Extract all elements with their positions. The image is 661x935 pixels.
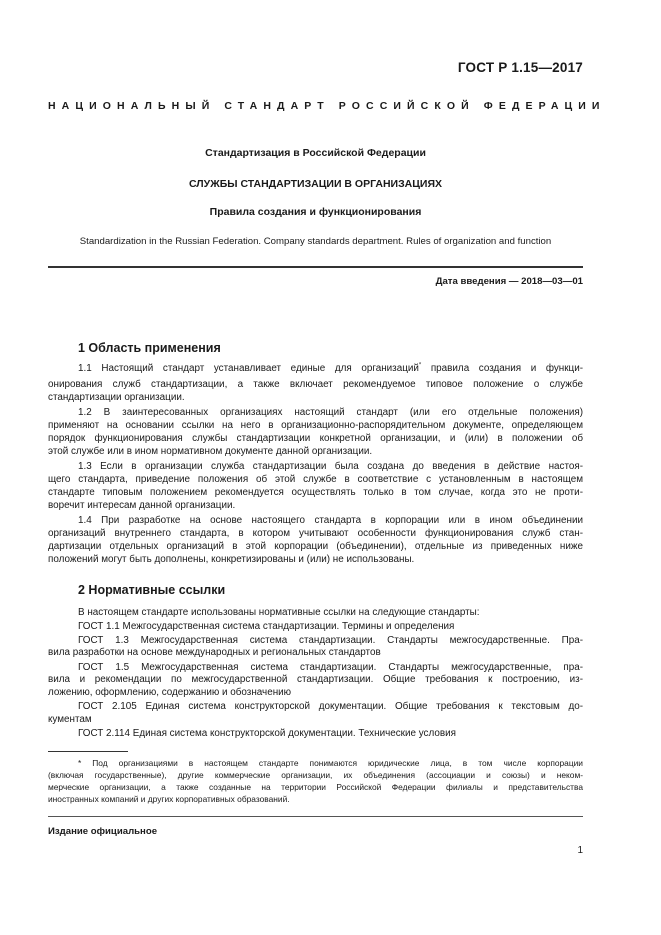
paragraph-line: дартизации отдельных организаций в этой корпорации (объединении), отдельные из приведенных ниже bbox=[48, 541, 583, 552]
english-title: Standardization in the Russian Federation. Company standards department. Rules of organization and function bbox=[79, 236, 552, 247]
paragraph-line: онирования служб стандартизации, а также включает рекомендуемое типовое положение о службе bbox=[48, 379, 583, 390]
reference-line: вила разработки на основе международных и региональных стандартов bbox=[48, 647, 381, 658]
introduction-date: Дата введения — 2018—03—01 bbox=[435, 276, 583, 287]
paragraph-line: применяют на основании ссылки на него в организационно-распорядительном документе, определяющем bbox=[48, 420, 583, 431]
paragraph-line: щего стандарта, приведение положения об этой службе в соответствие с установленным в настоящем bbox=[48, 474, 583, 485]
paragraph-line: 1.2 В заинтересованных организациях настоящий стандарт (или его отдельные положения) bbox=[78, 407, 583, 418]
section-1-heading: 1 Область применения bbox=[78, 341, 221, 355]
reference-line: вила и рекомендации по межгосударственной стандартизации. Общие требования к построению, из- bbox=[48, 674, 583, 685]
reference-line: ГОСТ 1.5 Межгосударственная система стандартизации. Стандарты межгосударственные, пра- bbox=[78, 662, 583, 673]
reference-line: ГОСТ 2.105 Единая система конструкторской документации. Общие требования к текстовым до- bbox=[78, 701, 583, 712]
reference-line: ГОСТ 1.3 Межгосударственная система стандартизации. Стандарты межгосударственные. Пра- bbox=[78, 635, 583, 646]
title-line-3: Правила создания и функционирования bbox=[209, 206, 422, 218]
reference-line: ложению, оформлению, содержанию и обозначению bbox=[48, 687, 292, 698]
reference-line: ГОСТ 1.1 Межгосударственная система стандартизации. Термины и определения bbox=[78, 621, 455, 632]
paragraph-line: организаций внутреннего стандарта, в котором учитывают особенности функционирования служб стан- bbox=[48, 528, 583, 539]
footnote-line: * Под организациями в настоящем стандарте понимаются юридические лица, в том числе корпорации bbox=[78, 758, 583, 768]
national-standard-heading: НАЦИОНАЛЬНЫЙ СТАНДАРТ РОССИЙСКОЙ ФЕДЕРАЦИИ bbox=[48, 100, 606, 112]
footnote-divider bbox=[48, 751, 128, 752]
paragraph-line: В настоящем стандарте использованы нормативные ссылки на следующие стандарты: bbox=[78, 607, 480, 618]
title-divider bbox=[48, 266, 583, 268]
title-line-2: СЛУЖБЫ СТАНДАРТИЗАЦИИ В ОРГАНИЗАЦИЯХ bbox=[188, 178, 443, 190]
paragraph-line: стандартизации организации. bbox=[48, 392, 185, 403]
paragraph-line: 1.3 Если в организации служба стандартизации была создана до введения в действие настоя- bbox=[78, 461, 583, 472]
paragraph-line: воречит интересам данной организации. bbox=[48, 500, 236, 511]
footnote-line: иностранных компаний и других корпоративных образований. bbox=[48, 794, 290, 804]
footnote-marker: * bbox=[418, 362, 422, 369]
reference-line: ГОСТ 2.114 Единая система конструкторской документации. Технические условия bbox=[78, 728, 456, 739]
footer-divider bbox=[48, 816, 583, 817]
gost-number: ГОСТ Р 1.15—2017 bbox=[457, 60, 583, 75]
page-number: 1 bbox=[577, 845, 583, 856]
footnote-line: (включая государственные), другие коммерческие организации, их объединения (ассоциации и союзы) и неком- bbox=[48, 770, 583, 780]
official-edition-label: Издание официальное bbox=[48, 826, 158, 837]
paragraph-line: порядок функционирования службы стандартизации конкретной организации, и (или) в положении об bbox=[48, 433, 583, 444]
paragraph-line: стандарте типовым положением рекомендуется осуществлять только в том случае, когда это не проти- bbox=[48, 487, 583, 498]
footnote-line: мерческие организации, а также созданные на территории Российской Федерации филиалы и представительства bbox=[48, 782, 583, 792]
section-2-heading: 2 Нормативные ссылки bbox=[78, 583, 226, 597]
title-line-1: Стандартизация в Российской Федерации bbox=[205, 147, 426, 159]
reference-line: кументам bbox=[48, 714, 92, 725]
paragraph-line: 1.4 При разработке на основе настоящего стандарта в корпорации или в ином объединении bbox=[78, 515, 583, 526]
paragraph-line: 1.1 Настоящий стандарт устанавливает единые для организаций* правила создания и функци- bbox=[78, 362, 583, 374]
paragraph-line: положений могут быть дополнены, конкретизированы и (или) не использованы. bbox=[48, 554, 415, 565]
paragraph-line: этой службе или в ином нормативном документе данной организации. bbox=[48, 446, 373, 457]
